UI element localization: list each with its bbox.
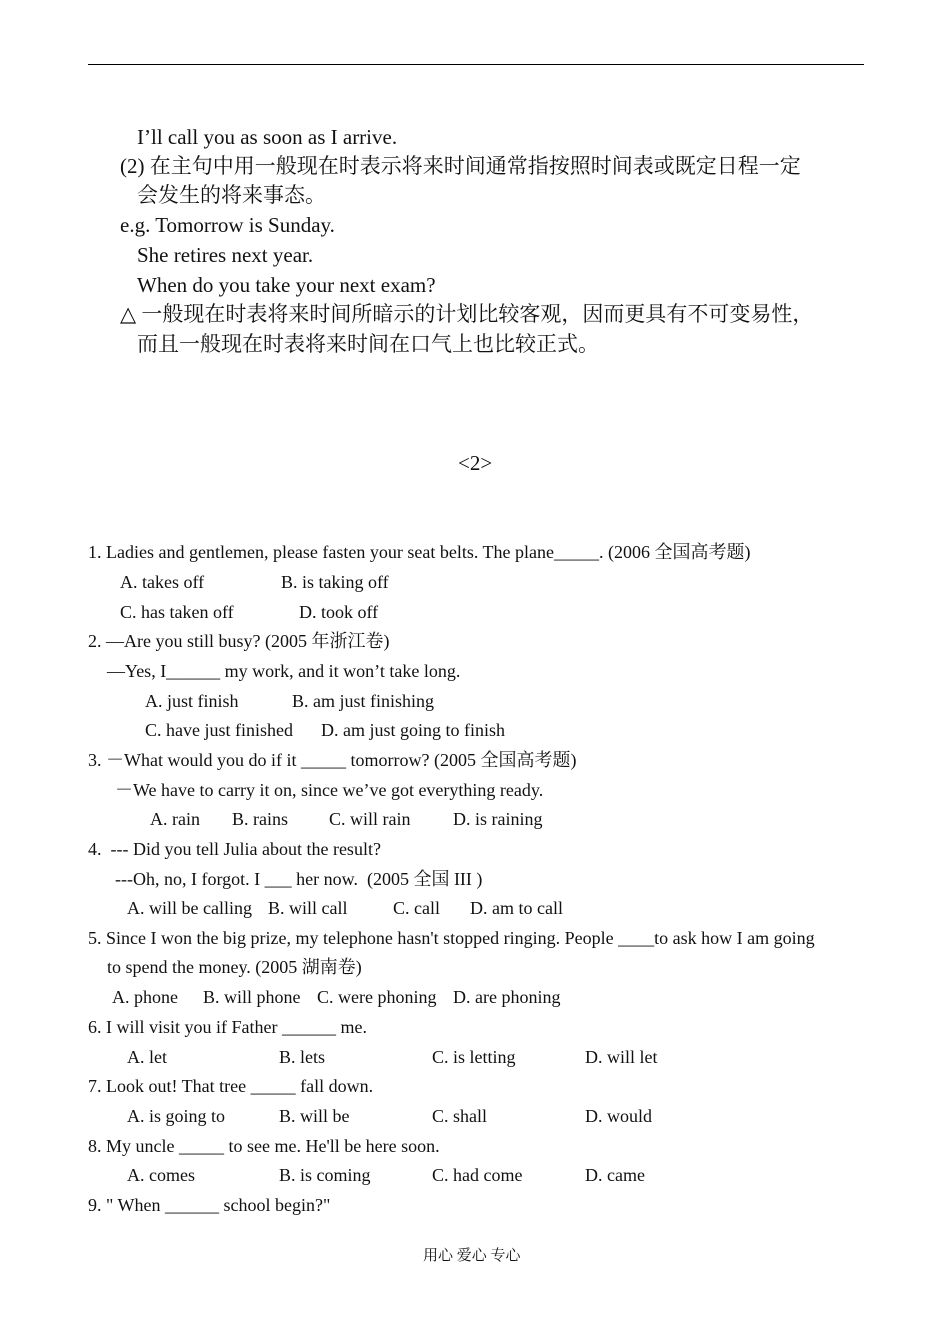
question-8-stem: 8. My uncle _____ to see me. He'll be here soon. bbox=[88, 1136, 440, 1156]
intro-line-2: (2) 在主句中用一般现在时表示将来时间通常指按照时间表或既定日程一定 bbox=[120, 154, 801, 178]
question-6-option-c: C. is letting bbox=[432, 1047, 516, 1067]
question-1-option-a: A. takes off bbox=[120, 572, 205, 592]
question-8-option-c: C. had come bbox=[432, 1165, 523, 1185]
question-8-option-a: A. comes bbox=[127, 1165, 195, 1185]
question-4-option-d: D. am to call bbox=[470, 898, 563, 918]
question-4-stem: 4. --- Did you tell Julia about the result? bbox=[88, 839, 381, 859]
question-3-option-a: A. rain bbox=[150, 809, 200, 829]
question-5-option-a: A. phone bbox=[112, 987, 178, 1007]
intro-line-1: I’ll call you as soon as I arrive. bbox=[137, 125, 398, 149]
intro-line-5: She retires next year. bbox=[137, 243, 314, 267]
question-1-option-d: D. took off bbox=[299, 602, 379, 622]
question-3-option-b: B. rains bbox=[232, 809, 288, 829]
question-7-stem: 7. Look out! That tree _____ fall down. bbox=[88, 1076, 374, 1096]
question-4-option-c: C. call bbox=[393, 898, 440, 918]
intro-line-4: e.g. Tomorrow is Sunday. bbox=[120, 213, 335, 237]
intro-line-7: △ 一般现在时表将来时间所暗示的计划比较客观，因而更具有不可变易性， bbox=[120, 302, 814, 326]
question-5-stem: 5. Since I won the big prize, my telephone hasn't stopped ringing. People ____to ask how I am going bbox=[88, 928, 815, 948]
question-5-stem-line-2: to spend the money. (2005 湖南卷) bbox=[107, 957, 362, 977]
question-2-option-b: B. am just finishing bbox=[292, 691, 435, 711]
question-5-option-b: B. will phone bbox=[203, 987, 301, 1007]
intro-line-6: When do you take your next exam? bbox=[137, 273, 436, 297]
question-6-option-a: A. let bbox=[127, 1047, 167, 1067]
section-marker: <2> bbox=[458, 451, 493, 475]
question-3-option-c: C. will rain bbox=[329, 809, 411, 829]
question-7-option-a: A. is going to bbox=[127, 1106, 226, 1126]
question-2-stem-line-2: —Yes, I______ my work, and it won’t take long. bbox=[107, 661, 461, 681]
question-5-option-d: D. are phoning bbox=[453, 987, 561, 1007]
intro-line-3: 会发生的将来事态。 bbox=[137, 183, 326, 207]
header-rule bbox=[88, 64, 864, 65]
question-3-option-d: D. is raining bbox=[453, 809, 543, 829]
question-8-option-b: B. is coming bbox=[279, 1165, 371, 1185]
question-9-stem: 9. " When ______ school begin?" bbox=[88, 1195, 331, 1215]
question-1-option-b: B. is taking off bbox=[281, 572, 389, 592]
question-7-option-c: C. shall bbox=[432, 1106, 488, 1126]
question-6-option-d: D. will let bbox=[585, 1047, 658, 1067]
question-5-option-c: C. were phoning bbox=[317, 987, 437, 1007]
question-7-option-b: B. will be bbox=[279, 1106, 350, 1126]
question-8-option-d: D. came bbox=[585, 1165, 645, 1185]
question-4-option-b: B. will call bbox=[268, 898, 348, 918]
question-2-option-c: C. have just finished bbox=[145, 720, 293, 740]
question-1-option-c: C. has taken off bbox=[120, 602, 234, 622]
question-2-stem: 2. —Are you still busy? (2005 年浙江卷) bbox=[88, 631, 390, 651]
question-4-option-a: A. will be calling bbox=[127, 898, 252, 918]
question-1-stem: 1. Ladies and gentlemen, please fasten your seat belts. The plane_____. (2006 全国高考题) bbox=[88, 542, 751, 562]
question-6-stem: 6. I will visit you if Father ______ me. bbox=[88, 1017, 367, 1037]
question-7-option-d: D. would bbox=[585, 1106, 652, 1126]
page-footer: 用心 爱心 专心 bbox=[423, 1248, 521, 1264]
intro-line-8: 而且一般现在时表将来时间在口气上也比较正式。 bbox=[137, 332, 599, 356]
question-3-stem: 3. －What would you do if it _____ tomorrow? (2005 全国高考题) bbox=[88, 750, 577, 770]
question-2-option-a: A. just finish bbox=[145, 691, 239, 711]
question-6-option-b: B. lets bbox=[279, 1047, 326, 1067]
question-3-stem-line-2: －We have to carry it on, since we’ve got everything ready. bbox=[115, 780, 544, 800]
question-2-option-d: D. am just going to finish bbox=[321, 720, 505, 740]
question-4-stem-line-2: ---Oh, no, I forgot. I ___ her now. (2005 全国 III ) bbox=[115, 869, 483, 889]
